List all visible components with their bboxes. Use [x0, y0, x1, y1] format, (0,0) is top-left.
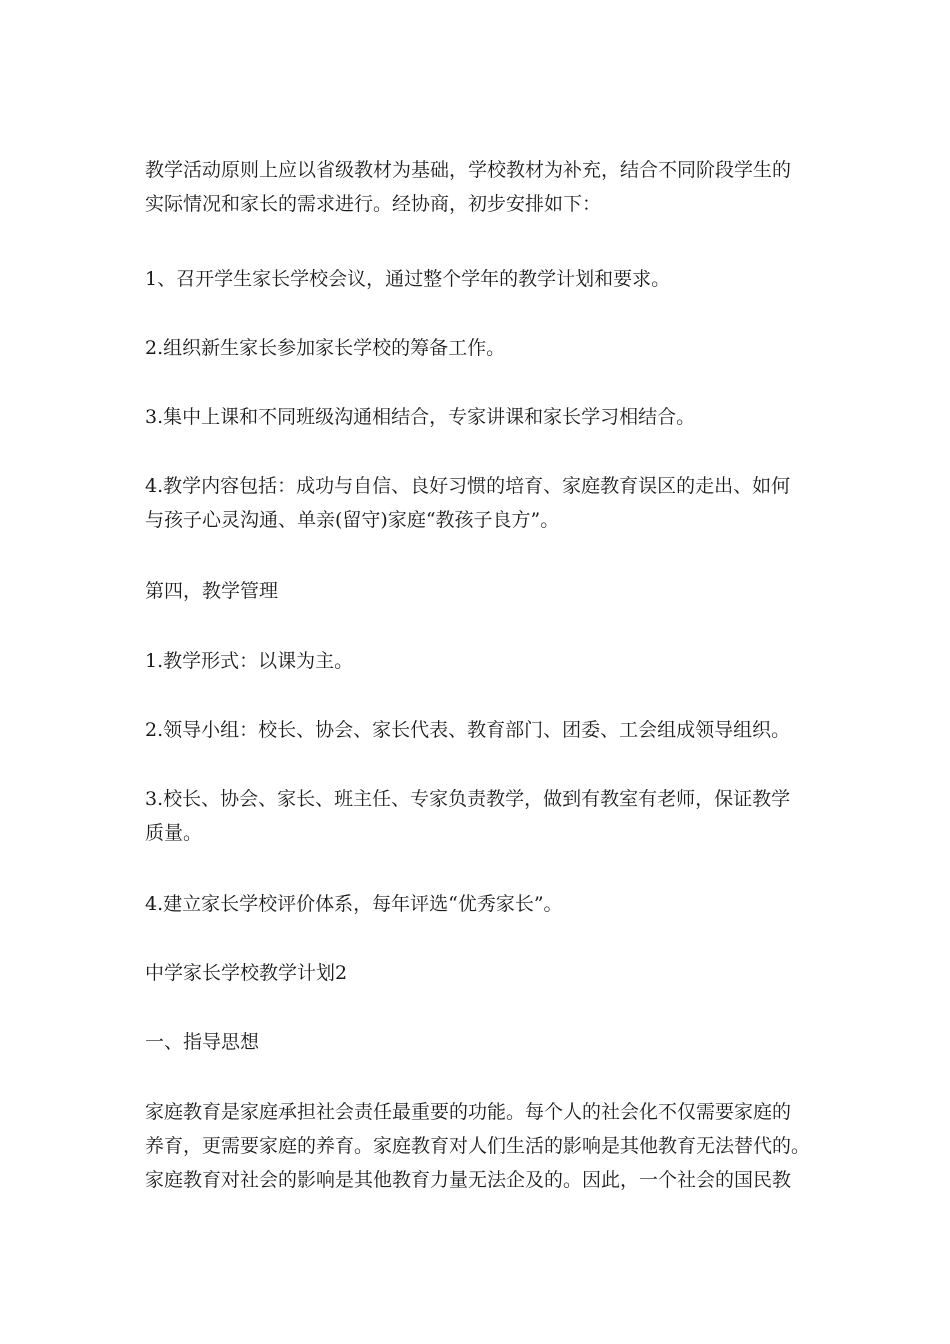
text-line: 2.领导小组：校长、协会、家长代表、教育部门、团委、工会组成领导组织。 — [145, 719, 791, 741]
paragraph-management-2-leadership — [145, 713, 845, 747]
text-line: 家庭教育对社会的影响是其他教育力量无法企及的。因此，一个社会的国民教 — [145, 1169, 792, 1191]
paragraph-teaching-principle — [145, 153, 845, 221]
text-line: 养育，更需要家庭的养育。家庭教育对人们生活的影响是其他教育无法替代的。 — [145, 1135, 811, 1157]
text-line: 2.组织新生家长参加家长学校的筹备工作。 — [145, 337, 506, 359]
paragraph-management-1-form — [145, 644, 845, 678]
paragraph-item-4-content — [145, 469, 845, 537]
text-line: 中学家长学校教学计划2 — [145, 962, 348, 984]
document-title-plan-2 — [145, 956, 845, 990]
text-line: 1.教学形式：以课为主。 — [145, 650, 354, 672]
text-line: 家庭教育是家庭承担社会责任最重要的功能。每个人的社会化不仅需要家庭的 — [145, 1101, 792, 1123]
paragraph-family-education — [145, 1095, 845, 1197]
text-line: 3.校长、协会、家长、班主任、专家负责教学，做到有教室有老师，保证教学 — [145, 788, 791, 810]
paragraph-management-4-evaluation — [145, 887, 845, 921]
text-line: 质量。 — [145, 822, 203, 844]
text-line: 教学活动原则上应以省级教材为基础，学校教材为补充，结合不同阶段学生的 — [145, 159, 792, 181]
text-line: 第四，教学管理 — [145, 580, 279, 602]
section-heading-guiding-ideology — [145, 1025, 845, 1059]
text-line: 与孩子心灵沟通、单亲(留守)家庭“教孩子良方”。 — [145, 509, 560, 531]
paragraph-item-2-preparation — [145, 331, 845, 365]
text-line: 实际情况和家长的需求进行。经协商，初步安排如下： — [145, 193, 602, 215]
paragraph-management-3-responsibility — [145, 782, 845, 850]
text-line: 4.建立家长学校评价体系，每年评选“优秀家长”。 — [145, 893, 563, 915]
section-heading-teaching-management — [145, 574, 845, 608]
paragraph-item-3-classes — [145, 400, 845, 434]
text-line: 3.集中上课和不同班级沟通相结合，专家讲课和家长学习相结合。 — [145, 406, 696, 428]
text-line: 1、召开学生家长学校会议，通过整个学年的教学计划和要求。 — [145, 268, 671, 290]
text-line: 一、指导思想 — [145, 1031, 260, 1053]
text-line: 4.教学内容包括：成功与自信、良好习惯的培育、家庭教育误区的走出、如何 — [145, 475, 791, 497]
paragraph-item-1-meeting — [145, 262, 845, 296]
